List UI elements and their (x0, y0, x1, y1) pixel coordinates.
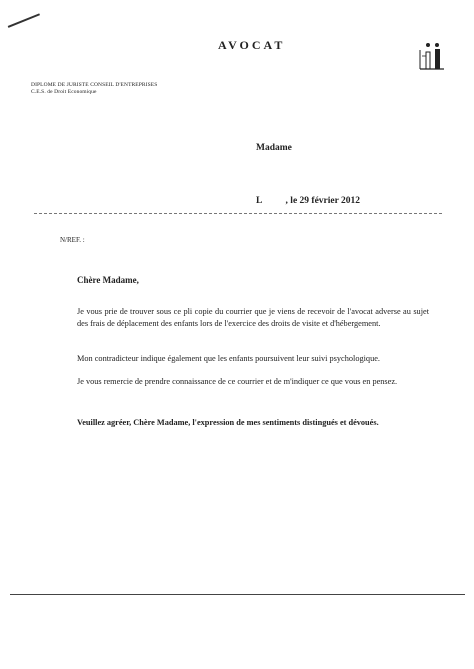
body-paragraph-3: Je vous remercie de prendre connaissance de ce courrier et de m'indiquer ce que vous en pensez. (77, 377, 398, 386)
place-and-date: L , le 29 février 2012 (256, 196, 361, 206)
letterhead-title: AVOCAT (218, 38, 286, 52)
qualification-line-2: C.E.S. de Droit Economique (31, 89, 97, 95)
law-firm-logo-icon (418, 42, 446, 76)
body-paragraph-1: Je vous prie de trouver sous ce pli copie du courrier que je viens de recevoir de l'avocat adverse au sujet des frais de déplacement des enfants lors de l'exercice des droits de visite et d'hébergement. (77, 307, 429, 328)
header-divider (34, 213, 442, 214)
footer-divider (10, 594, 465, 595)
qualification-line-1: DIPLOME DE JURISTE CONSEIL D'ENTREPRISES (31, 82, 158, 88)
body-paragraph-2: Mon contradicteur indique également que les enfants poursuivent leur suivi psychologique. (77, 354, 380, 363)
salutation: Chère Madame, (77, 275, 139, 285)
corner-pen-mark (8, 13, 40, 27)
closing-formula: Veuillez agréer, Chère Madame, l'expression de mes sentiments distingués et dévoués. (77, 418, 379, 427)
reference-label: N/REF. : (60, 236, 85, 244)
recipient-name: Madame (256, 143, 292, 153)
